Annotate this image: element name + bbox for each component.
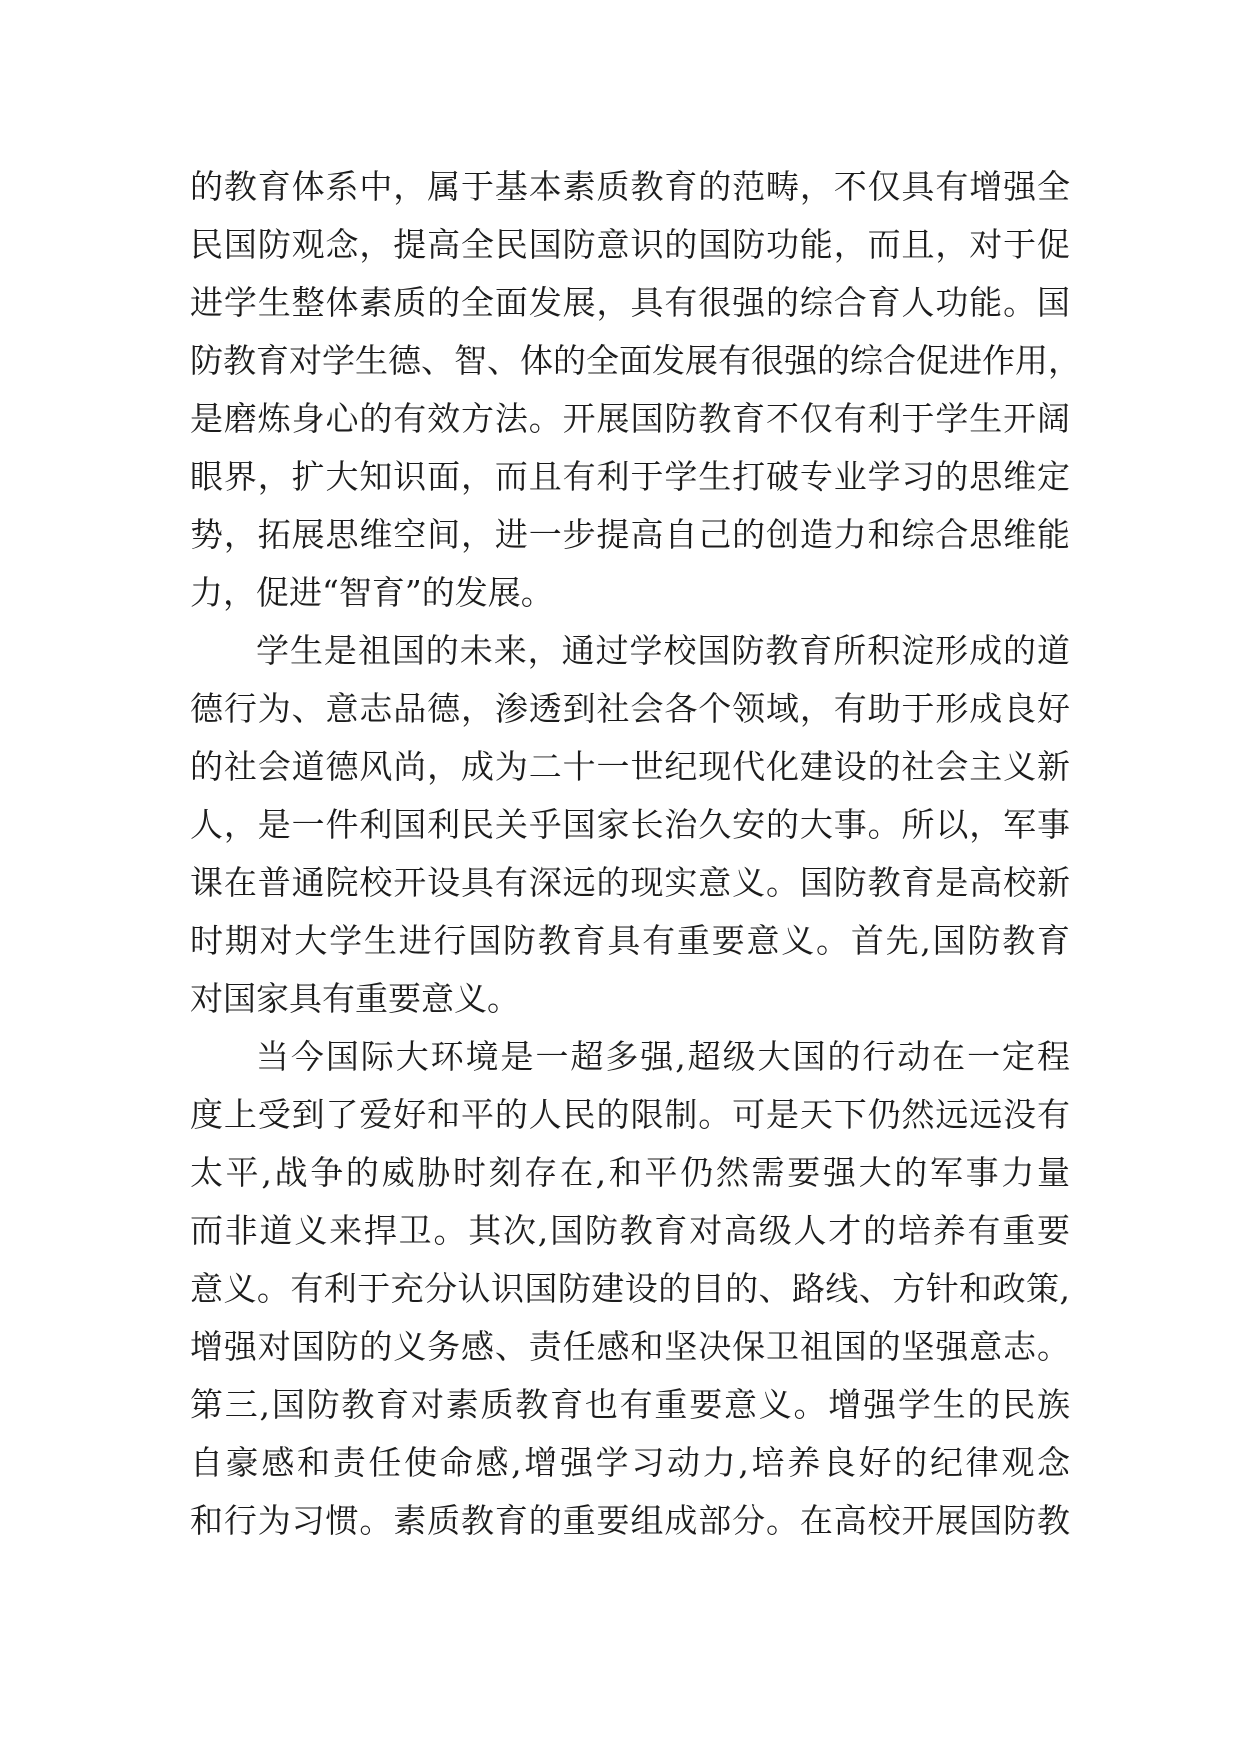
text-line: 力，促进“智育”的发展。 — [190, 573, 554, 612]
text-line: 人，是一件利国利民关乎国家长治久安的大事。所以，军事 — [190, 805, 1070, 844]
text-line: 度上受到了爱好和平的人民的限制。可是天下仍然远远没有 — [190, 1095, 1070, 1134]
text-line: 势，拓展思维空间，进一步提高自己的创造力和综合思维能 — [190, 515, 1070, 554]
text-line: 进学生整体素质的全面发展，具有很强的综合育人功能。国 — [190, 283, 1070, 322]
text-line: 的教育体系中，属于基本素质教育的范畴，不仅具有增强全 — [190, 167, 1070, 206]
text-line: 眼界，扩大知识面，而且有利于学生打破专业学习的思维定 — [190, 457, 1070, 496]
paragraph — [190, 158, 1081, 622]
text-line: 第三,国防教育对素质教育也有重要意义。增强学生的民族 — [190, 1385, 1070, 1424]
text-line: 太平,战争的威胁时刻存在,和平仍然需要强大的军事力量 — [190, 1153, 1070, 1192]
text-line: 增强对国防的义务感、责任感和坚决保卫祖国的坚强意志。 — [190, 1327, 1070, 1366]
text-line: 的社会道德风尚，成为二十一世纪现代化建设的社会主义新 — [190, 747, 1070, 786]
text-line: 防教育对学生德、智、体的全面发展有很强的综合促进作用， — [190, 341, 1081, 380]
body-text — [190, 158, 1081, 1550]
text-line: 德行为、意志品德，渗透到社会各个领域，有助于形成良好 — [190, 689, 1070, 728]
text-line: 而非道义来捍卫。其次,国防教育对高级人才的培养有重要 — [190, 1211, 1070, 1250]
text-line: 学生是祖国的未来，通过学校国防教育所积淀形成的道 — [256, 631, 1070, 670]
text-line: 民国防观念，提高全民国防意识的国防功能，而且，对于促 — [190, 225, 1070, 264]
text-line: 对国家具有重要意义。 — [190, 979, 520, 1018]
text-line: 是磨炼身心的有效方法。开展国防教育不仅有利于学生开阔 — [190, 399, 1070, 438]
paragraph — [190, 622, 1070, 1028]
text-line: 课在普通院校开设具有深远的现实意义。国防教育是高校新 — [190, 863, 1070, 902]
text-line: 和行为习惯。素质教育的重要组成部分。在高校开展国防教 — [190, 1501, 1070, 1540]
text-line: 意义。有利于充分认识国防建设的目的、路线、方针和政策, — [190, 1269, 1070, 1308]
paragraph — [190, 1028, 1070, 1550]
text-line: 时期对大学生进行国防教育具有重要意义。首先,国防教育 — [190, 921, 1070, 960]
text-line: 自豪感和责任使命感,增强学习动力,培养良好的纪律观念 — [190, 1443, 1070, 1482]
text-line: 当今国际大环境是一超多强,超级大国的行动在一定程 — [256, 1037, 1070, 1076]
